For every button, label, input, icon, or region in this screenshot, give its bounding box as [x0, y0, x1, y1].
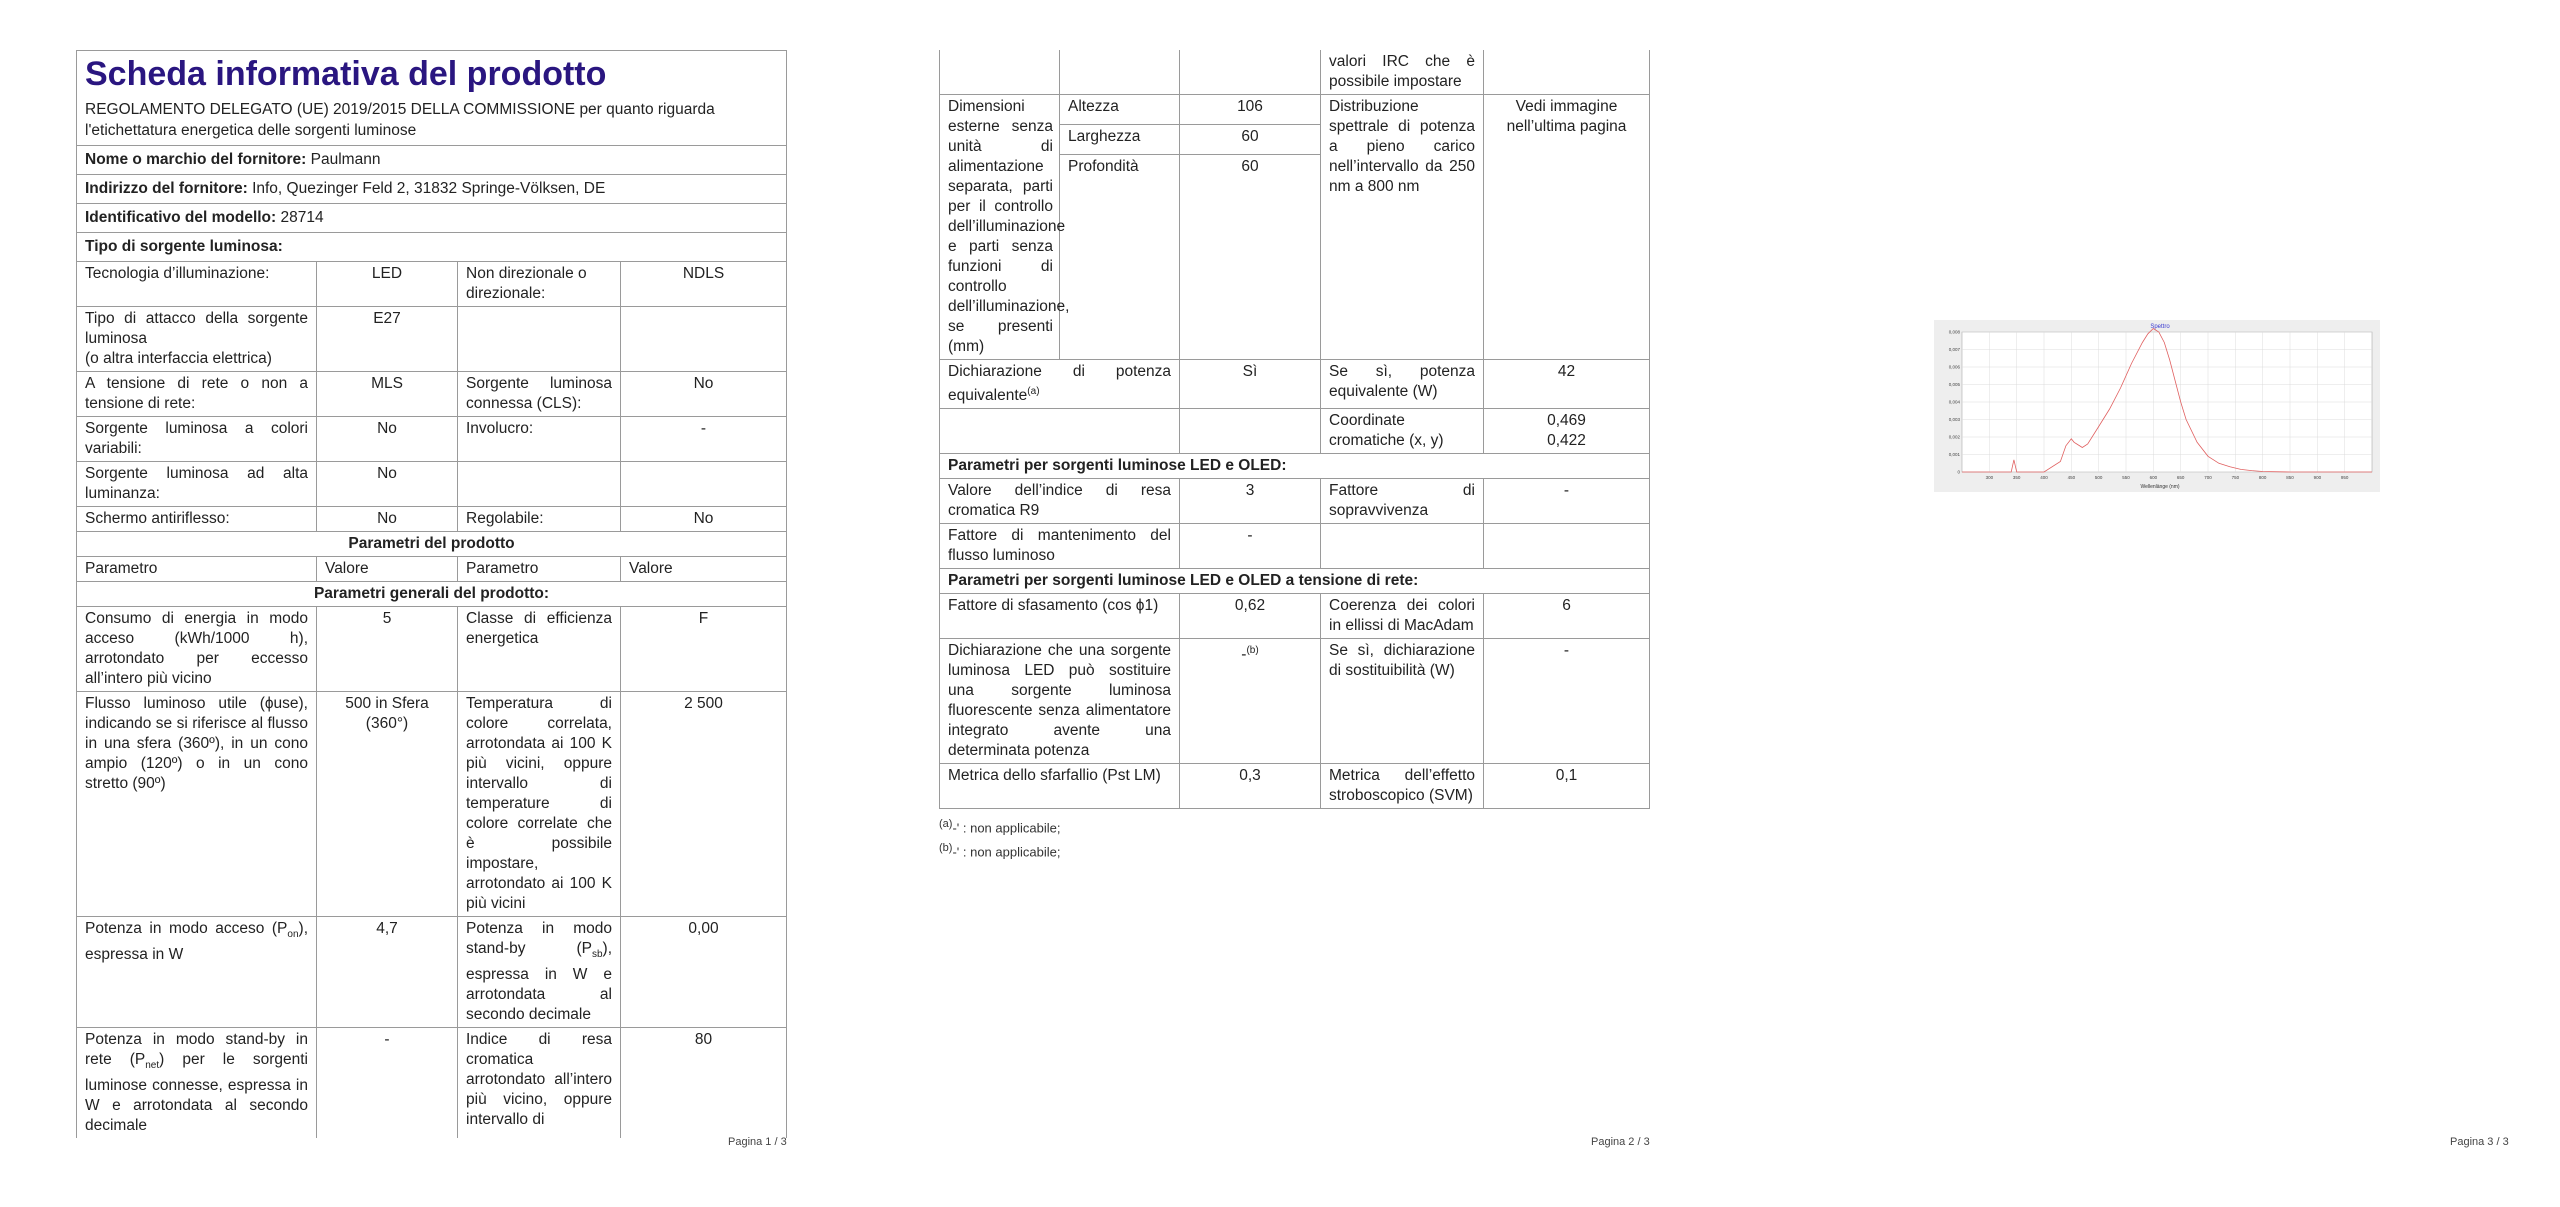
- pon-sub: on: [287, 929, 299, 941]
- pnet-label: Potenza in modo stand-by in rete (P: [85, 1031, 308, 1069]
- pnet-label-end: ) per le sorgenti luminose connesse, espressa in W e arrotondata al secondo decimale: [85, 1051, 308, 1135]
- address-label: Indirizzo del fornitore:: [85, 180, 248, 197]
- high-luminance-label: Sorgente luminosa ad alta luminanza:: [77, 462, 317, 507]
- replacement-label: Dichiarazione che una sorgente luminosa LED può sostituire una sorgente luminosa fluorescente senza alimentatore integrato avente una determinata potenza: [940, 639, 1180, 764]
- macadam-label: Coerenza dei colori in ellissi di MacAdam: [1321, 594, 1484, 639]
- x-axis-label: Wellenlänge (nm): [2140, 484, 2180, 490]
- col-param-2: Parametro: [458, 557, 621, 582]
- page-number-2: Pagina 2 / 3: [1591, 1136, 1650, 1148]
- y-tick-label: 0: [1957, 469, 1960, 475]
- led-mains-params-header: Parametri per sorgenti luminose LED e OLED a tensione di rete:: [940, 569, 1650, 594]
- efficiency-class-label: Classe di efficienza energetica: [458, 607, 621, 692]
- y-tick-label: 0,008: [1948, 329, 1960, 335]
- page-number-1: Pagina 1 / 3: [728, 1136, 787, 1148]
- connected-label: Sorgente luminosa connessa (CLS):: [458, 372, 621, 417]
- depth-value: 60: [1180, 155, 1321, 360]
- x-tick-label: 400: [2040, 475, 2048, 480]
- product-params-header: Parametri del prodotto: [77, 532, 787, 557]
- macadam-value: 6: [1484, 594, 1650, 639]
- tech-value: LED: [317, 262, 458, 307]
- pnet-value: -: [317, 1028, 458, 1139]
- col-value-1: Valore: [317, 557, 458, 582]
- x-tick-label: 950: [2340, 475, 2349, 480]
- survival-label: Fattore di sopravvivenza: [1321, 479, 1484, 524]
- x-tick-label: 900: [2313, 475, 2322, 480]
- mains-value: MLS: [317, 372, 458, 417]
- supplier-value: Paulmann: [310, 151, 381, 168]
- footnote-a-mark: (a): [939, 818, 953, 830]
- direction-value: NDLS: [621, 262, 787, 307]
- x-tick-label: 850: [2286, 475, 2294, 480]
- anti-glare-label: Schermo antiriflesso:: [77, 507, 317, 532]
- spd-value: Vedi immagine nell’ultima pagina: [1484, 95, 1650, 360]
- width-label: Larghezza: [1060, 125, 1180, 155]
- cct-label: Temperatura di colore correlata, arrotondata ai 100 K più vicini, oppure intervallo di temperature di colore correlate che è possibile impostare, arrotondato ai 100 K più vicini: [458, 692, 621, 917]
- footnote-a: [939, 818, 1060, 835]
- y-tick-label: 0,007: [1948, 347, 1960, 352]
- y-tick-label: 0,003: [1948, 417, 1960, 422]
- maintenance-label: Fattore di mantenimento del flusso luminoso: [940, 524, 1180, 569]
- envelope-value: -: [621, 417, 787, 462]
- height-label: Altezza: [1060, 95, 1180, 125]
- stroboscopic-value: 0,1: [1484, 764, 1650, 809]
- source-type-label: Tipo di sorgente luminosa:: [77, 233, 787, 262]
- depth-label: Profondità: [1060, 155, 1180, 360]
- survival-value: -: [1484, 479, 1650, 524]
- equivalent-label: Dichiarazione di potenza equivalente: [948, 363, 1171, 405]
- psb-label: Potenza in modo stand-by (P: [466, 920, 612, 957]
- energy-label: Consumo di energia in modo acceso (kWh/1000 h), arrotondato per eccesso all’intero più vicino: [77, 607, 317, 692]
- footnote-b: [939, 842, 1060, 859]
- model-value: 28714: [280, 209, 324, 226]
- x-tick-label: 300: [1985, 475, 1994, 480]
- flicker-value: 0,3: [1180, 764, 1321, 809]
- footnote-a-text: -' : non applicabile;: [952, 820, 1061, 836]
- general-params-header: Parametri generali del prodotto:: [77, 582, 787, 607]
- page-1: [0, 0, 853, 1207]
- regulation-subtitle: REGOLAMENTO DELEGATO (UE) 2019/2015 DELLA COMMISSIONE per quanto riguarda l'etichettatura energetica delle sorgenti luminose: [77, 95, 787, 146]
- led-params-header: Parametri per sorgenti luminose LED e OLED:: [940, 454, 1650, 479]
- y-tick-label: 0,005: [1948, 382, 1960, 387]
- psb-label-end: ), espressa in W e arrotondata al secondo decimale: [466, 940, 612, 1024]
- x-tick-label: 800: [2258, 475, 2267, 480]
- dimensions-label: Dimensioni esterne senza unità di alimentazione separata, parti per il controllo dell’illuminazione e parti senza funzioni di controllo dell’illuminazione, se presenti (mm): [940, 95, 1060, 360]
- x-tick-label: 500: [2094, 475, 2103, 480]
- page-2: [853, 0, 1706, 1207]
- footnote-b-mark: (b): [939, 842, 953, 854]
- x-tick-label: 350: [2012, 475, 2021, 480]
- cri-label-cont: valori IRC che è possibile impostare: [1321, 50, 1484, 95]
- tech-label: Tecnologia d’illuminazione:: [77, 262, 317, 307]
- mains-label: A tensione di rete o non a tensione di rete:: [77, 372, 317, 417]
- page-title: Scheda informativa del prodotto: [85, 55, 607, 93]
- y-tick-label: 0,002: [1948, 434, 1960, 440]
- power-factor-label: Fattore di sfasamento (cos ϕ1): [940, 594, 1180, 639]
- col-param-1: Parametro: [77, 557, 317, 582]
- cri-value: 80: [621, 1028, 787, 1139]
- flicker-label: Metrica dello sfarfallio (Pst LM): [940, 764, 1180, 809]
- power-factor-value: 0,62: [1180, 594, 1321, 639]
- equivalent-w-label: Se sì, potenza equivalente (W): [1321, 360, 1484, 409]
- spectrum-chart-svg: [1934, 320, 2380, 492]
- product-info-table-p1: [76, 50, 787, 1138]
- x-tick-label: 550: [2122, 475, 2130, 480]
- product-info-table-p2: [939, 50, 1650, 809]
- replacement-sup: (b): [1246, 645, 1259, 657]
- replacement-value: -: [1241, 646, 1247, 664]
- chromaticity-x: 0,469: [1547, 412, 1586, 430]
- cri-label: Indice di resa cromatica arrotondato all’intero più vicino, oppure intervallo di: [458, 1028, 621, 1139]
- equivalent-w-value: 42: [1484, 360, 1650, 409]
- model-label: Identificativo del modello:: [85, 209, 277, 226]
- cct-value: 2 500: [621, 692, 787, 917]
- dimmable-value: No: [621, 507, 787, 532]
- x-tick-label: 750: [2231, 475, 2240, 480]
- supplier-label: Nome o marchio del fornitore:: [85, 151, 307, 168]
- equivalent-sup: (a): [1027, 386, 1040, 397]
- replacement-w-value: -: [1484, 639, 1650, 764]
- x-tick-label: 700: [2204, 475, 2212, 480]
- address-value: Info, Quezinger Feld 2, 31832 Springe-Völksen, DE: [252, 180, 606, 197]
- pon-label: Potenza in modo acceso (P: [85, 920, 288, 937]
- r9-value: 3: [1180, 479, 1321, 524]
- flux-label: Flusso luminoso utile (ϕuse), indicando se si riferisce al flusso in una sfera (360º), in un cono ampio (120º) o in un cono stretto (90º): [77, 692, 317, 917]
- energy-value: 5: [317, 607, 458, 692]
- pon-value: 4,7: [317, 917, 458, 1028]
- page-3: [1706, 0, 2559, 1207]
- cap-value: E27: [317, 307, 458, 372]
- width-value: 60: [1180, 125, 1321, 155]
- efficiency-class-value: F: [621, 607, 787, 692]
- psb-value: 0,00: [621, 917, 787, 1028]
- maintenance-value: -: [1180, 524, 1321, 569]
- cap-label-note: (o altra interfaccia elettrica): [85, 350, 272, 367]
- cap-label: Tipo di attacco della sorgente luminosa: [85, 310, 308, 347]
- chromaticity-label: Coordinate cromatiche (x, y): [1321, 409, 1484, 454]
- anti-glare-value: No: [317, 507, 458, 532]
- high-luminance-value: No: [317, 462, 458, 507]
- x-tick-label: 650: [2176, 475, 2185, 480]
- equivalent-value: Sì: [1180, 360, 1321, 409]
- y-tick-label: 0,004: [1948, 399, 1960, 405]
- x-tick-label: 450: [2067, 475, 2076, 480]
- pnet-sub: net: [145, 1060, 160, 1072]
- r9-label: Valore dell’indice di resa cromatica R9: [940, 479, 1180, 524]
- connected-value: No: [621, 372, 787, 417]
- dimmable-label: Regolabile:: [458, 507, 621, 532]
- page-number-3: Pagina 3 / 3: [2450, 1136, 2509, 1148]
- chromaticity-y: 0,422: [1547, 432, 1586, 450]
- spectrum-chart: [1934, 320, 2380, 492]
- flux-value: 500 in Sfera (360°): [317, 692, 458, 917]
- y-tick-label: 0,006: [1948, 364, 1960, 370]
- replacement-w-label: Se sì, dichiarazione di sostituibilità (W): [1321, 639, 1484, 764]
- colour-tunable-label: Sorgente luminosa a colori variabili:: [77, 417, 317, 462]
- spd-label: Distribuzione spettrale di potenza a pieno carico nell’intervallo da 250 nm a 800 nm: [1321, 95, 1484, 360]
- direction-label: Non direzionale o direzionale:: [458, 262, 621, 307]
- col-value-2: Valore: [621, 557, 787, 582]
- envelope-label: Involucro:: [458, 417, 621, 462]
- colour-tunable-value: No: [317, 417, 458, 462]
- x-tick-label: 600: [2149, 475, 2158, 480]
- height-value: 106: [1180, 95, 1321, 125]
- chart-title: Spettro: [2150, 324, 2170, 330]
- footnote-b-text: -' : non applicabile;: [952, 844, 1061, 860]
- psb-sub: sb: [591, 949, 603, 961]
- pon-label-end: ), espressa in W: [85, 920, 308, 964]
- y-tick-label: 0,001: [1948, 452, 1960, 457]
- stroboscopic-label: Metrica dell’effetto stroboscopico (SVM): [1321, 764, 1484, 809]
